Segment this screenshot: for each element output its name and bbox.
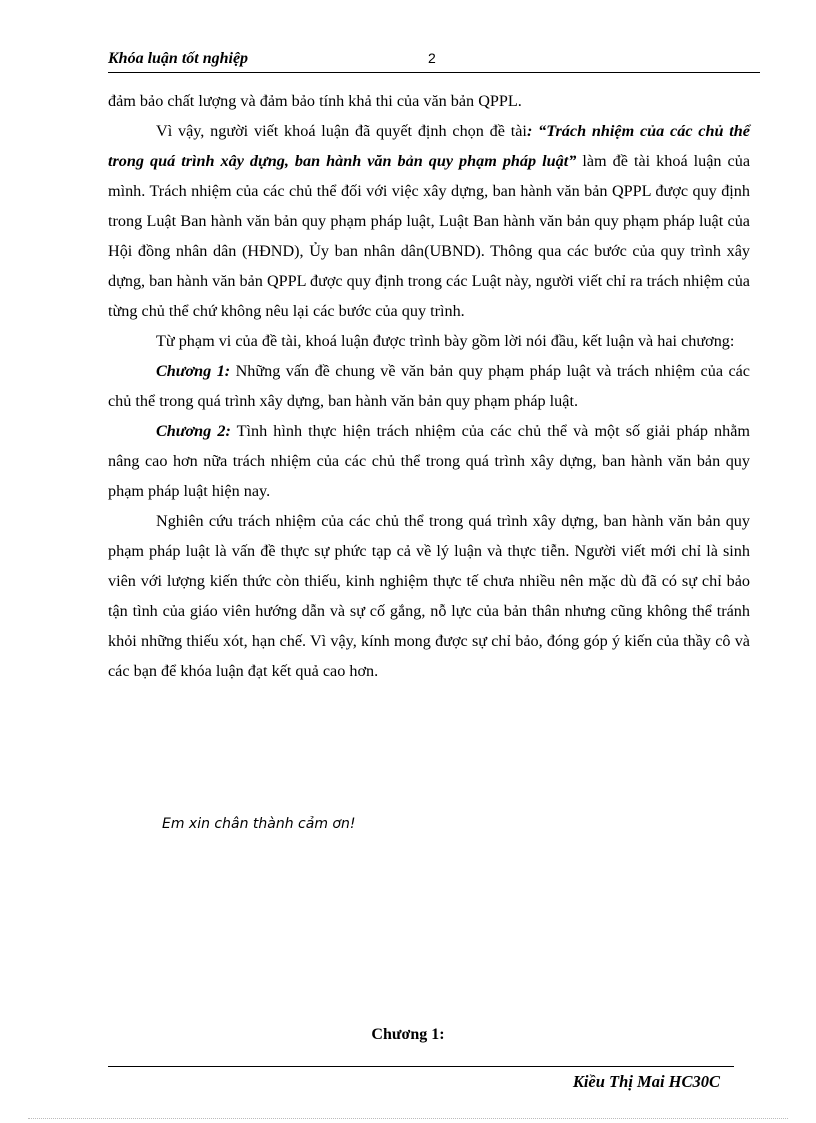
topic-rest: làm đề tài khoá luận của mình. Trách nhiệm của các chủ thể đối với việc xây dựng, ban hành văn bản QPPL được quy định trong Luật Ban hành văn bản quy phạm pháp luật, Luật Ban hành văn bản quy phạm pháp luật của Hội đồng nhân dân (HĐND), Ủy ban nhân dân(UBND). Thông qua các bước của quy trình xây dựng, ban hành văn bản QPPL được quy định trong các Luật này, người viết chỉ ra trách nhiệm của từng chủ thể chứ không nêu lại các bước của quy trình.	[108, 152, 750, 320]
footer-rule	[108, 1066, 734, 1067]
page-header	[108, 48, 760, 73]
thesis-title: : “Trách nhiệm của các chủ thể trong quá trình xây dựng, ban hành văn bản quy phạm pháp luật”	[108, 122, 750, 170]
chapter-1-label: Chương 1:	[156, 362, 231, 380]
paragraph-acknowledgement: Nghiên cứu trách nhiệm của các chủ thể trong quá trình xây dựng, ban hành văn bản quy phạm pháp luật là vấn đề thực sự phức tạp cả về lý luận và thực tiễn. Người viết mới chỉ là sinh viên với lượng kiến thức còn thiếu, kinh nghiệm thực tế chưa nhiều nên mặc dù đã có sự chỉ bảo tận tình của giáo viên hướng dẫn và sự cố gắng, nỗ lực của bản thân nhưng cũng không thể tránh khỏi những thiếu xót, hạn chế. Vì vậy, kính mong được sự chỉ bảo, đóng góp ý kiến của thầy cô và các bạn để khóa luận đạt kết quả cao hơn.	[108, 512, 750, 680]
page-number: 2	[428, 50, 436, 66]
page-edge-divider	[28, 1118, 788, 1119]
paragraph-chapter-2	[108, 416, 750, 506]
chapter-heading: Chương 1:	[371, 1026, 445, 1043]
chapter-2-text: Tình hình thực hiện trách nhiệm của các chủ thể và một số giải pháp nhằm nâng cao hơn nữa trách nhiệm của các chủ thể trong quá trình xây dựng, ban hành văn bản quy phạm pháp luật hiện nay.	[108, 422, 751, 500]
footer-author: Kiều Thị Mai HC30C	[572, 1072, 720, 1091]
paragraph-topic	[108, 116, 750, 326]
closing-thanks: Em xin chân thành cảm ơn!	[162, 816, 356, 832]
body-text	[108, 86, 750, 686]
paragraph-scope: Từ phạm vi của đề tài, khoá luận được trình bày gồm lời nói đầu, kết luận và hai chương:	[156, 332, 735, 350]
header-title: Khóa luận tốt nghiệp	[108, 50, 249, 67]
paragraph-chapter-1	[108, 356, 750, 416]
chapter-1-text: Những vấn đề chung về văn bản quy phạm pháp luật và trách nhiệm của các chủ thể trong quá trình xây dựng, ban hành văn bản quy phạm pháp luật.	[108, 362, 750, 410]
paragraph-continuation: đảm bảo chất lượng và đảm bảo tính khả thi của văn bản QPPL.	[108, 92, 522, 110]
chapter-2-label: Chương 2:	[156, 422, 231, 440]
topic-lead: Vì vậy, người viết khoá luận đã quyết định chọn đề tài	[156, 122, 527, 140]
